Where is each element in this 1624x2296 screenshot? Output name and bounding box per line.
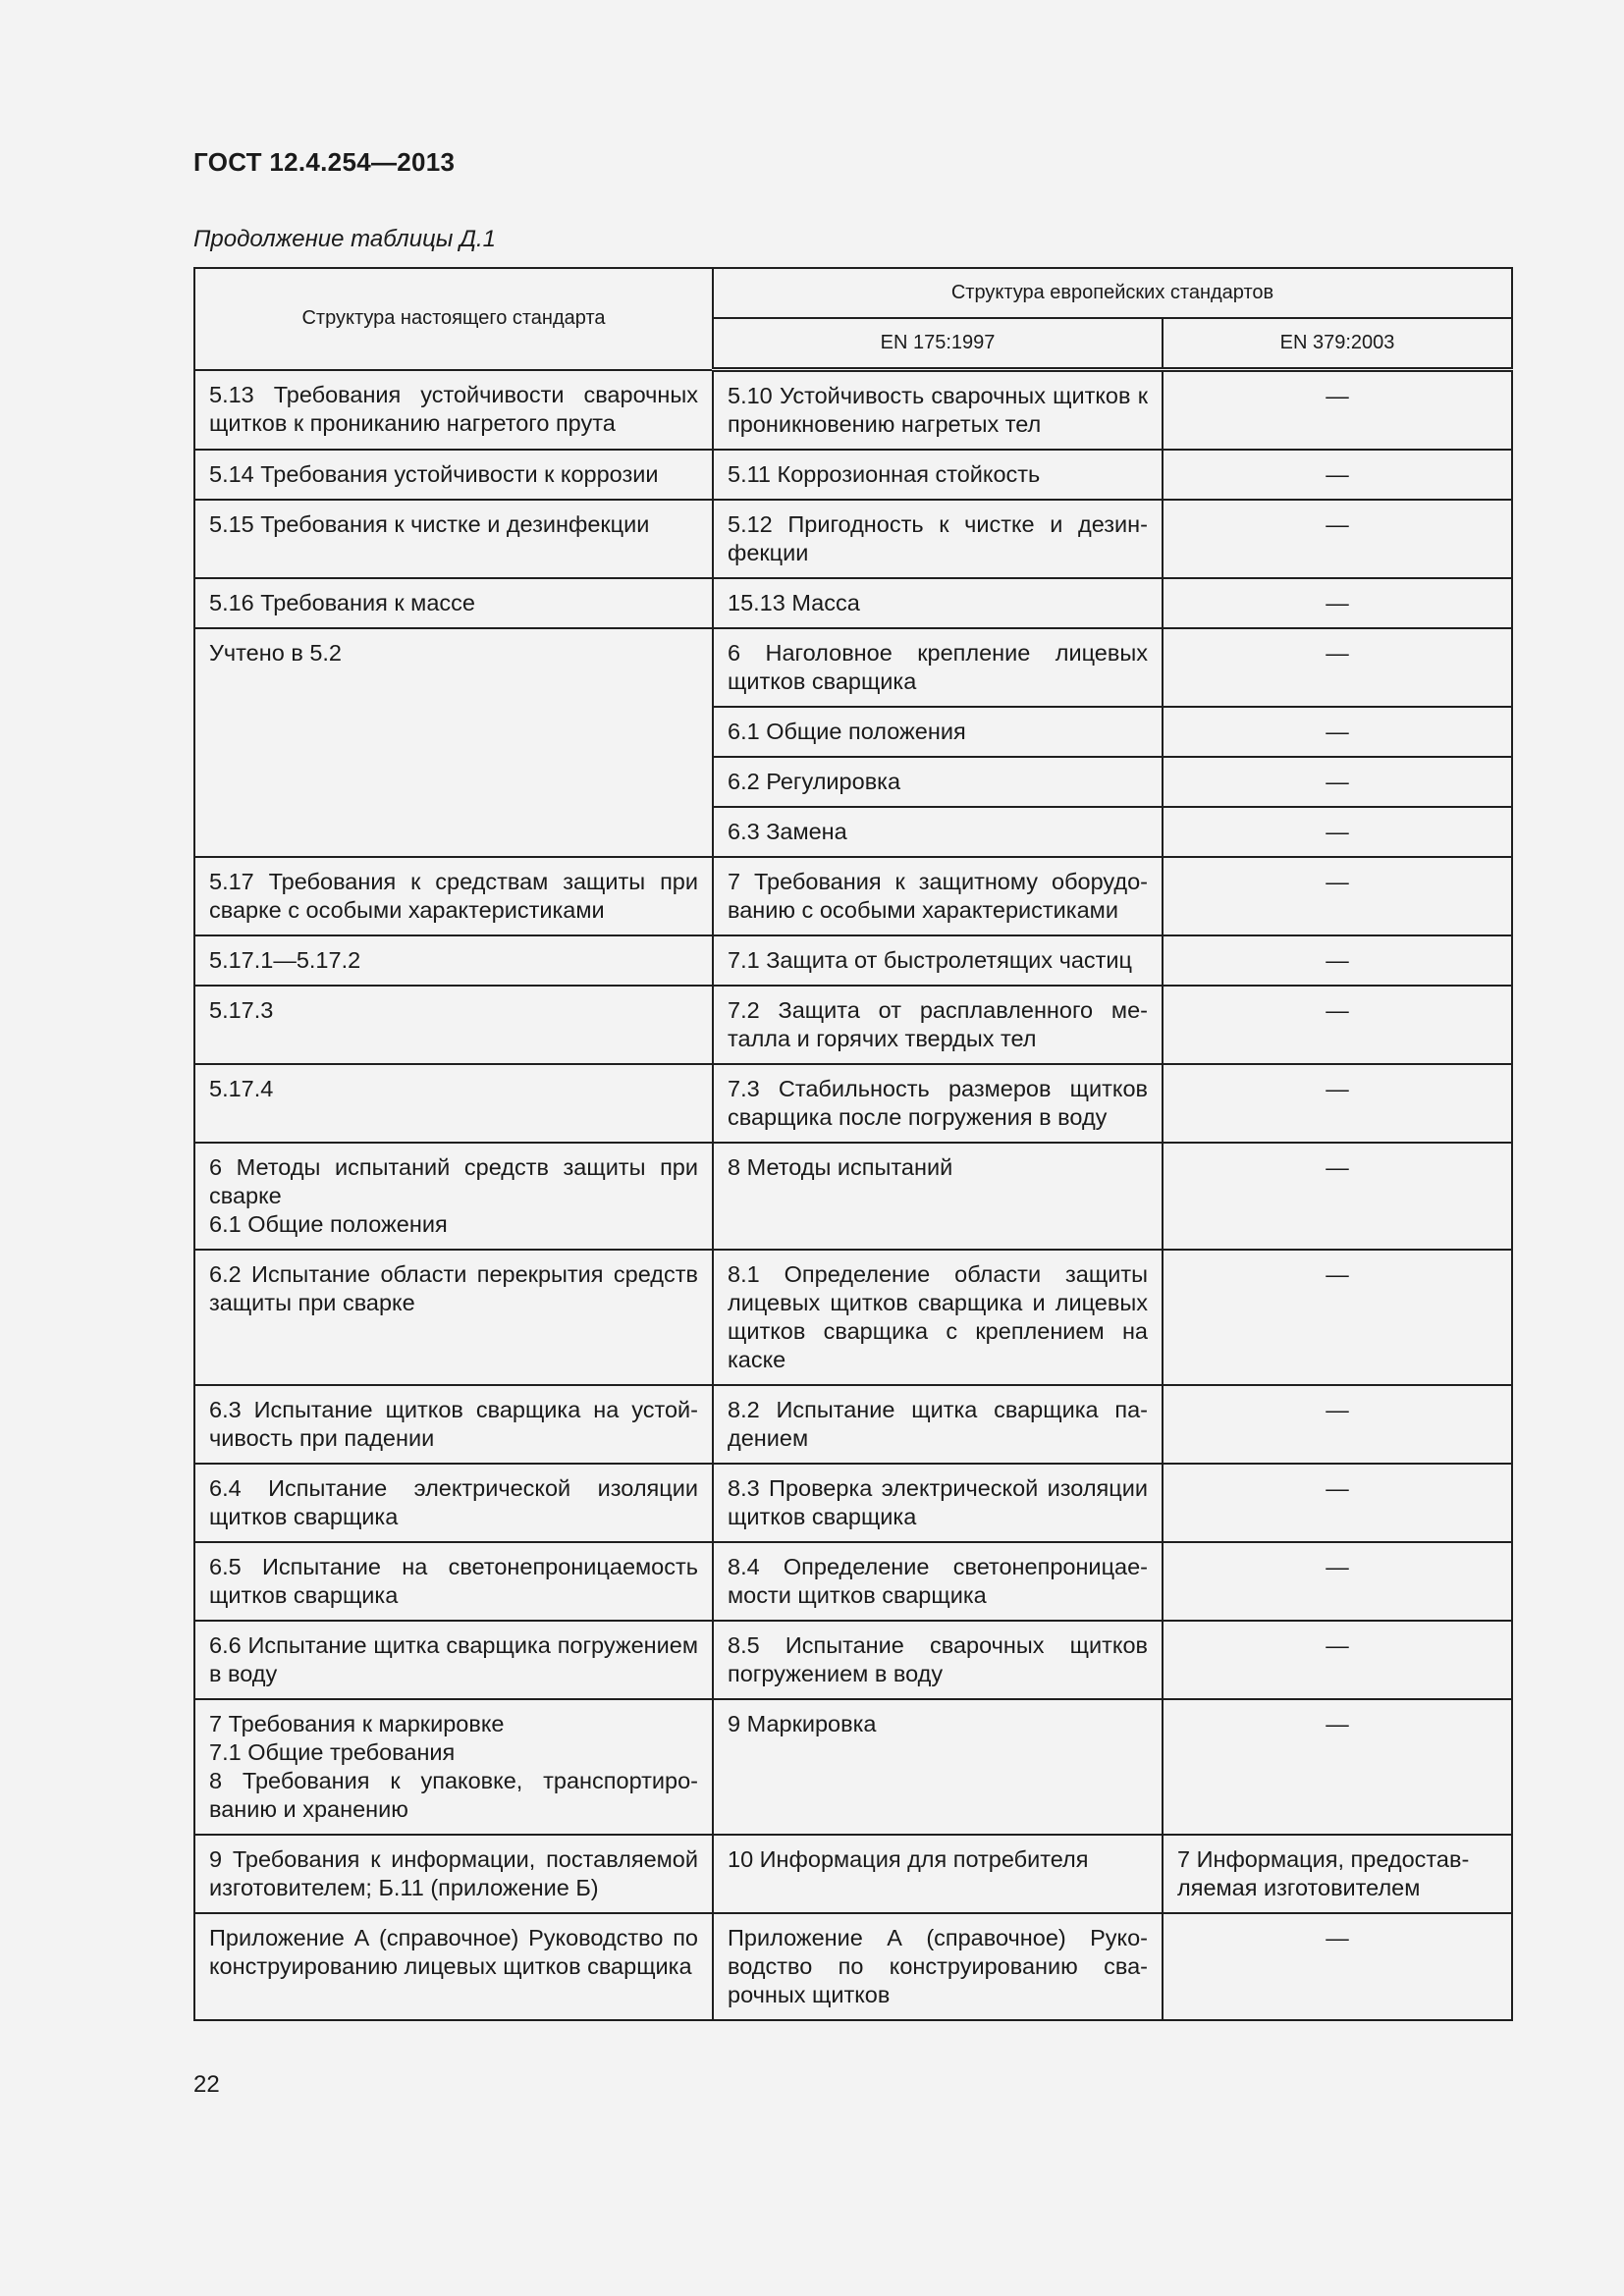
cell-this-standard: 5.17 Требования к средствам защиты при сварке с особыми характеристиками	[194, 857, 713, 935]
cell-en379: —	[1163, 500, 1512, 578]
document-title: ГОСТ 12.4.254—2013	[193, 147, 456, 177]
cell-en175: 7.3 Стабильность размеров щитков сварщика после погружения в воду	[713, 1064, 1163, 1143]
cell-en175: 7.1 Защита от быстролетящих частиц	[713, 935, 1163, 986]
cell-en379: 7 Информация, предоставляемая изготовителем	[1163, 1835, 1512, 1913]
cell-en175: 6.1 Общие положения	[713, 707, 1163, 757]
cell-en379: —	[1163, 370, 1512, 451]
cell-en175: 8.1 Определение области защиты лицевых щитков сварщика и лицевых щитков сварщика с креплением на каске	[713, 1250, 1163, 1385]
cell-this-standard: 5.13 Требования устойчивости сварочных щитков к прониканию нагретого прута	[194, 370, 713, 451]
cell-en175: 5.11 Коррозионная стойкость	[713, 450, 1163, 500]
table-row	[194, 986, 1512, 1064]
cell-this-standard: 5.16 Требования к массе	[194, 578, 713, 628]
cell-en175: 5.12 Пригодность к чистке и дезинфекции	[713, 500, 1163, 578]
table-row	[194, 1064, 1512, 1143]
cell-this-standard: 5.14 Требования устойчивости к коррозии	[194, 450, 713, 500]
cell-en379: —	[1163, 1250, 1512, 1385]
table-row	[194, 1835, 1512, 1913]
cell-en379: —	[1163, 578, 1512, 628]
cell-this-standard	[194, 1699, 713, 1835]
cell-line: 6 Методы испытаний средств защиты при сварке	[209, 1154, 698, 1208]
cell-en175: 8 Методы испытаний	[713, 1143, 1163, 1250]
cell-en175: 6.3 Замена	[713, 807, 1163, 857]
cell-en175: 8.4 Определение светонепроницаемости щитков сварщика	[713, 1542, 1163, 1621]
cell-this-standard	[194, 1143, 713, 1250]
cell-this-standard: Учтено в 5.2	[194, 628, 713, 857]
cell-en175: 9 Маркировка	[713, 1699, 1163, 1835]
cell-en379: —	[1163, 986, 1512, 1064]
page-number: 22	[193, 2071, 220, 2098]
cell-line: 7 Требования к маркировке	[209, 1711, 505, 1736]
cell-en175: 8.5 Испытание сварочных щитков погружением в воду	[713, 1621, 1163, 1699]
cell-this-standard: 5.17.1—5.17.2	[194, 935, 713, 986]
table-row	[194, 578, 1512, 628]
cell-en175: 5.10 Устойчивость сварочных щитков к проникновению нагретых тел	[713, 370, 1163, 451]
table-row	[194, 1913, 1512, 2020]
cell-line: 6.1 Общие положения	[209, 1211, 448, 1237]
table-row	[194, 1542, 1512, 1621]
cell-en175: 8.2 Испытание щитка сварщика падением	[713, 1385, 1163, 1464]
table-row	[194, 370, 1512, 451]
cell-en175: 6.2 Регулировка	[713, 757, 1163, 807]
table-row	[194, 857, 1512, 935]
table-row	[194, 1699, 1512, 1835]
cell-en379: —	[1163, 857, 1512, 935]
cell-this-standard: 6.2 Испытание области перекрытия средств защиты при сварке	[194, 1250, 713, 1385]
cell-en379: —	[1163, 935, 1512, 986]
table-row	[194, 1621, 1512, 1699]
table-row	[194, 1464, 1512, 1542]
col-header-this-standard: Структура настоящего стандарта	[194, 268, 713, 370]
cell-this-standard: 5.15 Требования к чистке и дезинфекции	[194, 500, 713, 578]
cell-en379: —	[1163, 1913, 1512, 2020]
cell-en379: —	[1163, 1385, 1512, 1464]
cell-en175: 8.3 Проверка электрической изоляции щитков сварщика	[713, 1464, 1163, 1542]
cell-this-standard: 6.6 Испытание щитка сварщика погружением в воду	[194, 1621, 713, 1699]
cell-en379: —	[1163, 1542, 1512, 1621]
cell-this-standard: 6.3 Испытание щитков сварщика на устойчивость при падении	[194, 1385, 713, 1464]
cell-en379: —	[1163, 807, 1512, 857]
col-header-en379: EN 379:2003	[1163, 318, 1512, 370]
cell-this-standard: Приложение А (справочное) Руководство по конструированию лицевых щитков сварщика	[194, 1913, 713, 2020]
table-row	[194, 628, 1512, 707]
col-header-en175: EN 175:1997	[713, 318, 1163, 370]
cell-en379: —	[1163, 1699, 1512, 1835]
cell-this-standard: 9 Требования к информации, поставляемой изготовителем; Б.11 (приложение Б)	[194, 1835, 713, 1913]
cell-en379: —	[1163, 1621, 1512, 1699]
cell-en379: —	[1163, 450, 1512, 500]
table-row	[194, 450, 1512, 500]
cell-en175: 6 Наголовное крепление лицевых щитков сварщика	[713, 628, 1163, 707]
cell-line: 8 Требования к упаковке, транспортированию и хранению	[209, 1768, 698, 1822]
cell-en379: —	[1163, 1143, 1512, 1250]
table-row	[194, 935, 1512, 986]
cell-line: 7.1 Общие требования	[209, 1739, 456, 1765]
col-header-european-standards: Структура европейских стандартов	[713, 268, 1512, 318]
table-row	[194, 1385, 1512, 1464]
cell-en175: 10 Информация для потребителя	[713, 1835, 1163, 1913]
cell-en379: —	[1163, 1064, 1512, 1143]
table-row	[194, 1250, 1512, 1385]
cell-en379: —	[1163, 757, 1512, 807]
cell-this-standard: 6.5 Испытание на светонепроницаемость щитков сварщика	[194, 1542, 713, 1621]
cell-this-standard: 5.17.3	[194, 986, 713, 1064]
table-row	[194, 500, 1512, 578]
correspondence-table	[193, 267, 1511, 2021]
cell-en175: 7 Требования к защитному оборудованию с особыми характеристиками	[713, 857, 1163, 935]
cell-en379: —	[1163, 1464, 1512, 1542]
cell-en175: 7.2 Защита от расплавленного металла и горячих твердых тел	[713, 986, 1163, 1064]
cell-en379: —	[1163, 707, 1512, 757]
table-row	[194, 1143, 1512, 1250]
table-caption: Продолжение таблицы Д.1	[193, 226, 497, 252]
cell-en175: Приложение А (справочное) Руководство по конструированию сварочных щитков	[713, 1913, 1163, 2020]
cell-en379: —	[1163, 628, 1512, 707]
cell-this-standard: 5.17.4	[194, 1064, 713, 1143]
cell-en175: 15.13 Масса	[713, 578, 1163, 628]
cell-this-standard: 6.4 Испытание электрической изоляции щитков сварщика	[194, 1464, 713, 1542]
